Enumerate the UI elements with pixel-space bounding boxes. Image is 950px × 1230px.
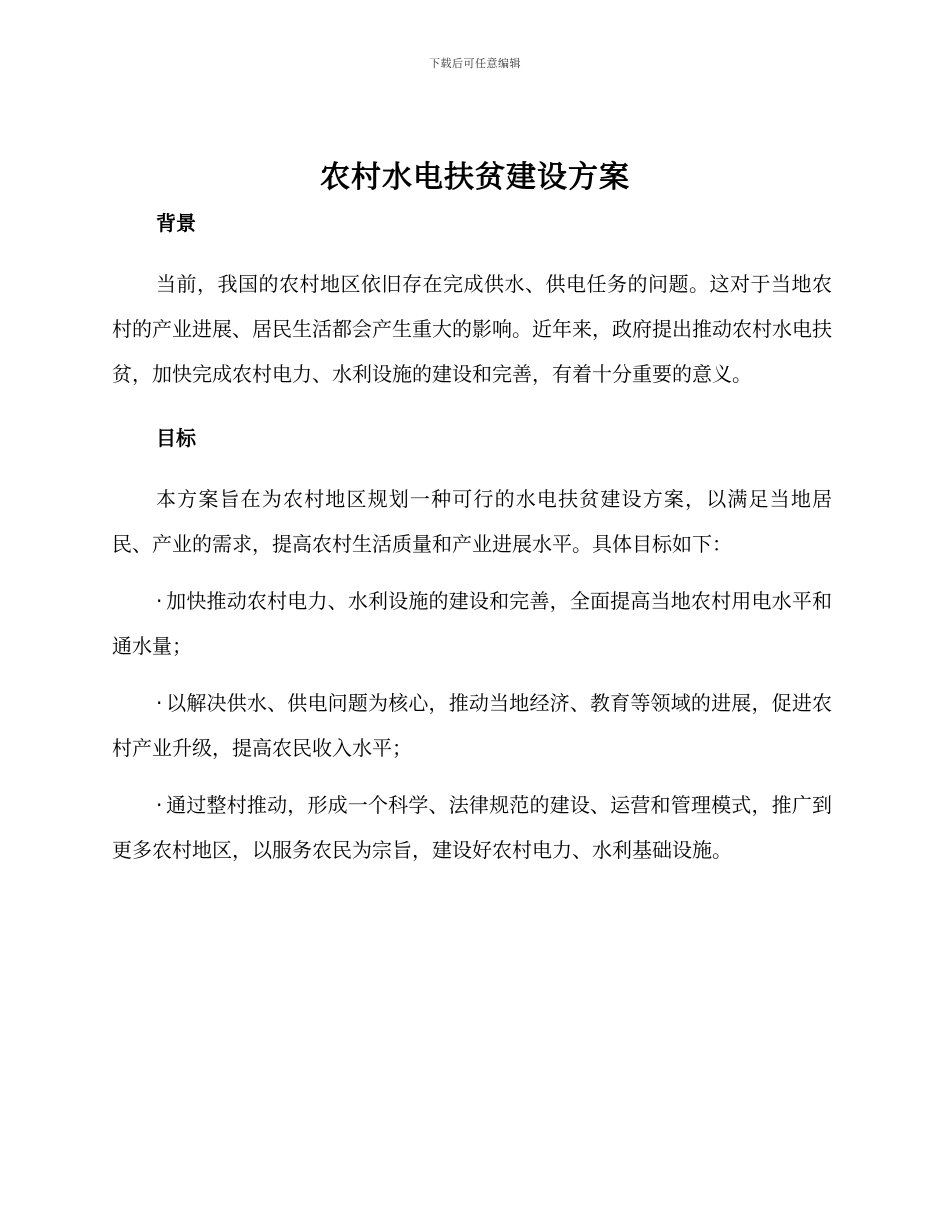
- goal-bullet-item: [112, 579, 832, 669]
- goal-bullet-text: 以解决供水、供电问题为核心，推动当地经济、教育等领域的进展，促进农村产业升级，提高农民收入水平；: [112, 691, 832, 760]
- goal-bullet-text: 加快推动农村电力、水利设施的建设和完善，全面提高当地农村用电水平和通水量；: [112, 589, 832, 658]
- document-title: 农村水电扶贫建设方案: [320, 160, 630, 195]
- goal-bullet-text: 通过整村推动，形成一个科学、法律规范的建设、运营和管理模式，推广到更多农村地区，以服务农民为宗旨，建设好农村电力、水利基础设施。: [112, 793, 832, 862]
- goal-bullet-item: [112, 783, 832, 873]
- background-paragraph: 当前，我国的农村地区依旧存在完成供水、供电任务的问题。这对于当地农村的产业进展、居民生活都会产生重大的影响。近年来，政府提出推动农村水电扶贫，加快完成农村电力、水利设施的建设和完善，有着十分重要的意义。: [112, 272, 832, 386]
- document-body: [112, 206, 832, 873]
- header-note: 下载后可任意编辑: [429, 57, 521, 70]
- bullet-marker: ·: [156, 589, 163, 613]
- bullet-marker: ·: [156, 691, 163, 715]
- bullet-marker: ·: [156, 793, 163, 817]
- section-heading-background: 背景: [156, 211, 196, 235]
- goals-paragraph: 本方案旨在为农村地区规划一种可行的水电扶贫建设方案，以满足当地居民、产业的需求，提高农村生活质量和产业进展水平。具体目标如下：: [112, 487, 832, 556]
- section-heading-goals: 目标: [156, 426, 196, 450]
- goal-bullet-item: [112, 681, 832, 771]
